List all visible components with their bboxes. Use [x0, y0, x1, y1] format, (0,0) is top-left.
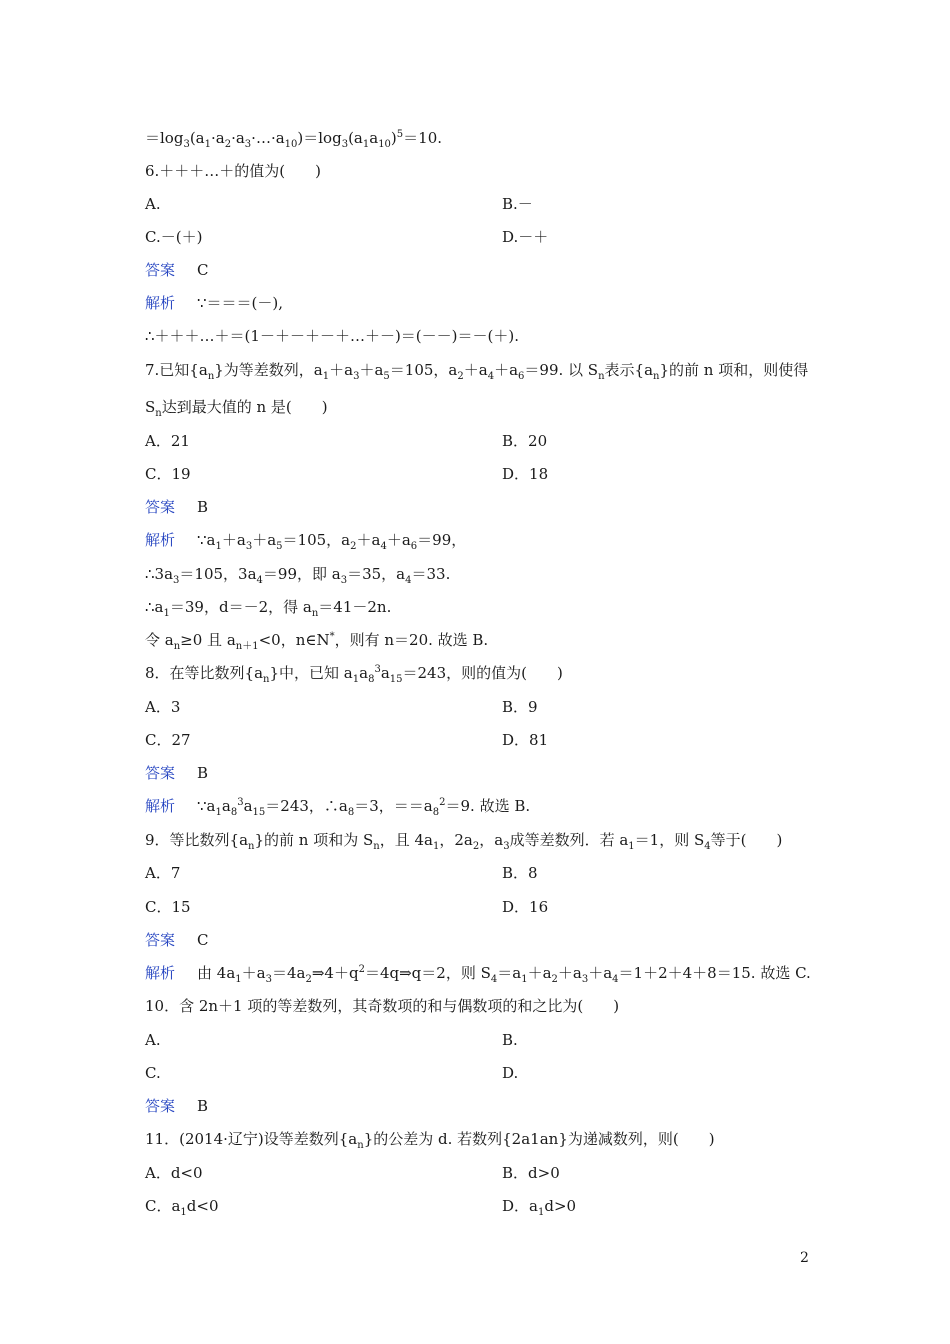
line-content: 10．含 2n＋1 项的等差数列，其奇数项的和与偶数项的和之比为( ) — [145, 997, 620, 1015]
option-right: D．$a_1d>0$ — [502, 1197, 577, 1218]
text-line — [145, 227, 202, 249]
line-content: 6.＋＋＋…＋的值为( ) — [145, 162, 322, 180]
text-line — [145, 497, 208, 519]
option-right: B．20 — [502, 432, 548, 450]
line-content: $\because a_1+a_3+a_5=105$，$a_2+a_4+a_6=99$， — [197, 531, 467, 552]
line-content: C. — [145, 1064, 161, 1082]
option-right: B. — [502, 1031, 518, 1049]
line-content: ∵＝＝＝(－), — [197, 294, 284, 312]
line-content: 7.已知$\{a_n\}$为等差数列，$a_1+a_3+a_5=105$，$a_2+a_4+a_6=99$. 以 $S_n$表示$\{a_n\}$的前 n 项和，则使得 — [145, 361, 809, 382]
option-right: D.－＋ — [502, 228, 549, 246]
text-line — [145, 397, 328, 419]
text-line — [145, 1163, 203, 1185]
analysis-label: 解析 — [145, 964, 176, 982]
text-line — [145, 1096, 208, 1118]
line-content: 8．在等比数列$\{a_n\}$中，已知 $a_1a_8^3a_{15}=243$，则的值为( ) — [145, 664, 563, 685]
text-line — [145, 763, 208, 785]
text-line — [145, 1196, 219, 1218]
line-content: C — [197, 931, 209, 949]
line-content: C.－(＋) — [145, 228, 203, 246]
text-line — [145, 1129, 715, 1151]
text-line — [145, 431, 190, 453]
page-number: 2 — [800, 1250, 809, 1266]
line-content: C．15 — [145, 898, 191, 916]
option-right: D．81 — [502, 731, 549, 749]
text-line — [145, 897, 191, 919]
text-line — [145, 663, 563, 685]
line-content: $S_n$达到最大值的 n 是( ) — [145, 398, 328, 419]
line-content: B — [197, 1097, 209, 1115]
answer-label: 答案 — [145, 764, 176, 782]
text-line — [145, 597, 391, 619]
text-line — [145, 697, 180, 719]
text-line — [145, 293, 283, 315]
line-content: C．19 — [145, 465, 191, 483]
line-content: B — [197, 764, 209, 782]
line-content: $\therefore 3a_3=105$，$3a_4=99$，即 $a_3=35$，$a_4=33$. — [145, 565, 451, 586]
option-right: D．16 — [502, 898, 549, 916]
option-right: B．d>0 — [502, 1164, 560, 1182]
line-content: $\therefore a_1=39$，d＝－2，得 $a_n=41-2n$. — [145, 598, 392, 619]
answer-label: 答案 — [145, 261, 176, 279]
line-content: 9．等比数列$\{a_n\}$的前 n 项和为 $S_n$，且 $4a_1$，$2a_2$，$a_3$成等差数列．若 $a_1=1$，则 $S_4$等于( ) — [145, 831, 783, 852]
line-content: C．$a_1d<0$ — [145, 1197, 219, 1218]
line-content: A. — [145, 195, 161, 213]
text-line — [145, 863, 180, 885]
line-content: ∴＋＋＋…＋＝(1－＋－＋－＋…＋－)＝(－－)＝－(＋). — [145, 327, 519, 345]
text-line — [145, 1030, 161, 1052]
line-content: C．27 — [145, 731, 191, 749]
text-line — [145, 730, 191, 752]
option-right: B．9 — [502, 698, 538, 716]
option-right: B．8 — [502, 864, 538, 882]
line-content: A．21 — [145, 432, 190, 450]
analysis-label: 解析 — [145, 797, 176, 815]
text-line — [145, 530, 466, 552]
text-line — [145, 128, 442, 150]
text-line — [145, 464, 191, 486]
text-line — [145, 194, 161, 216]
line-content: B — [197, 498, 209, 516]
line-content: A．d<0 — [145, 1164, 203, 1182]
option-right: D. — [502, 1064, 519, 1082]
line-content: $\because a_1a_8^3a_{15}=243$，$\therefore a_8=3$，$==a_8^2=9$. 故选 B. — [197, 797, 531, 818]
analysis-label: 解析 — [145, 531, 176, 549]
text-line — [145, 630, 488, 652]
text-line — [145, 564, 450, 586]
text-line — [145, 1063, 161, 1085]
line-content: 11．(2014·辽宁)设等差数列$\{a_n\}$的公差为 d. 若数列{2a1an}为递减数列，则( ) — [145, 1130, 715, 1151]
line-content: A．7 — [145, 864, 181, 882]
text-line — [145, 360, 808, 382]
text-line — [145, 796, 530, 818]
text-line — [145, 996, 619, 1018]
analysis-label: 解析 — [145, 294, 176, 312]
option-right: D．18 — [502, 465, 549, 483]
option-right: B.－ — [502, 195, 533, 213]
text-line — [145, 830, 782, 852]
line-content: C — [197, 261, 209, 279]
line-content: $=\log_3(a_1\cdot a_2\cdot a_3\cdot\dots\cdot a_{10})=\log_3(a_1a_{10})^5=10$. — [145, 129, 443, 150]
line-content: A. — [145, 1031, 161, 1049]
text-line — [145, 260, 209, 282]
line-content: A．3 — [145, 698, 181, 716]
answer-label: 答案 — [145, 498, 176, 516]
text-line — [145, 963, 811, 985]
line-content: 由 $4a_1+a_3=4a_2\Rightarrow 4+q^2=4q\Rightarrow q=2$，则 $S_4=a_1+a_2+a_3+a_4=1+2+4+8=15$. 故选 C. — [197, 964, 811, 985]
answer-label: 答案 — [145, 1097, 176, 1115]
line-content: 令 $a_n\ge 0$ 且 $a_{n+1}<0$，n∈N*，则有 n＝20. 故选 B. — [145, 631, 489, 652]
text-line — [145, 161, 321, 183]
answer-label: 答案 — [145, 931, 176, 949]
text-line — [145, 930, 209, 952]
text-line — [145, 326, 519, 348]
